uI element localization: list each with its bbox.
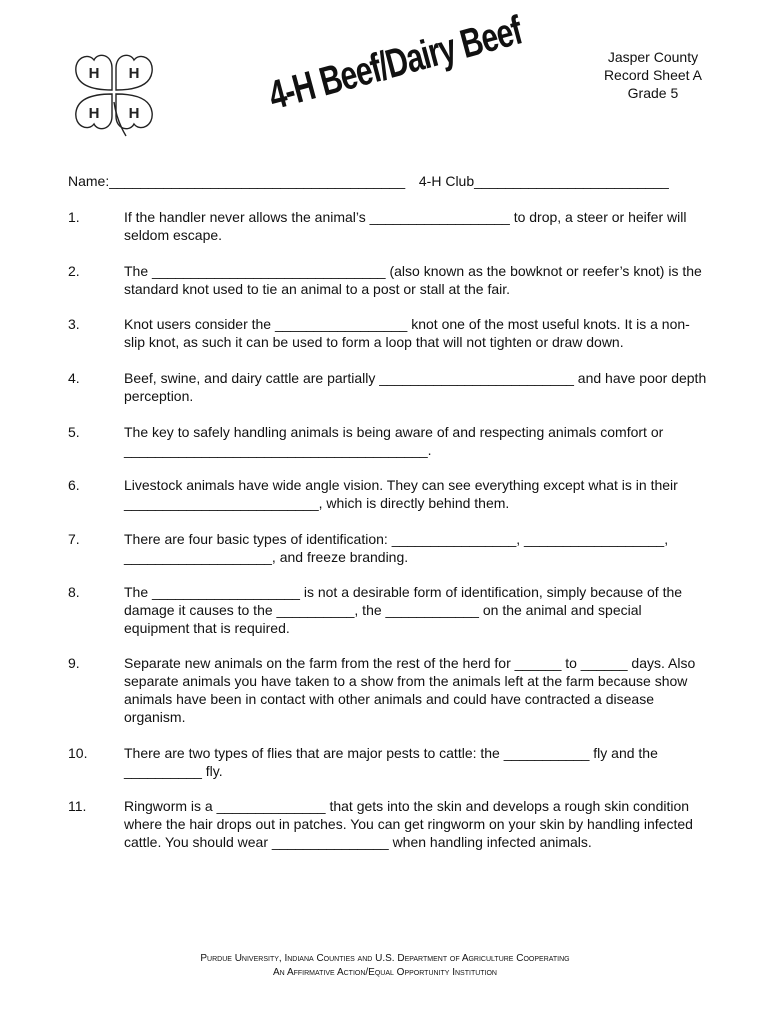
question-item	[68, 744, 708, 780]
question-text: Livestock animals have wide angle vision. They can see everything except what is in their _________________________, which is directly behind them.	[124, 477, 678, 511]
name-label: Name:	[68, 173, 110, 189]
question-number: 5.	[68, 424, 80, 440]
question-item	[68, 797, 708, 851]
club-label: 4-H Club	[418, 173, 475, 189]
question-number: 10.	[68, 745, 88, 761]
question-number: 2.	[68, 263, 80, 279]
question-text: Ringworm is a ______________ that gets into the skin and develops a rough skin condition where the hair drops out in patches. You can get ringworm on your skin by handling infected cattle. You should wear _______________ when handling infected animals.	[124, 798, 693, 850]
question-text: The key to safely handling animals is being aware of and respecting animals comfort or _______________________________________.	[124, 424, 664, 458]
document-title: 4-H Beef/Dairy Beef	[264, 8, 527, 119]
county-info	[604, 48, 702, 102]
question-text: Knot users consider the _________________ knot one of the most useful knots. It is a non-slip knot, as such it can be used to form a loop that will not tighten or draw down.	[124, 316, 690, 350]
question-number: 8.	[68, 584, 80, 600]
question-text: Separate new animals on the farm from the rest of the herd for ______ to ______ days. Also separate animals you have taken to a show from the animals left at the farm because show animals have been in contact with other animals and could have contracted a disease organism.	[124, 655, 696, 725]
club-blank[interactable]: _________________________	[474, 173, 669, 189]
svg-text:H: H	[88, 65, 100, 82]
svg-text:H: H	[128, 105, 140, 122]
question-item	[68, 654, 708, 726]
question-item	[68, 262, 708, 298]
question-text: Beef, swine, and dairy cattle are partially _________________________ and have poor depth perception.	[124, 370, 707, 404]
question-number: 7.	[68, 531, 80, 547]
question-number: 4.	[68, 370, 80, 386]
svg-text:H: H	[88, 105, 100, 122]
question-item	[68, 208, 708, 244]
question-item	[68, 423, 708, 459]
question-text: There are four basic types of identification: ________________, __________________, ___________________, and freeze branding.	[124, 531, 669, 565]
question-number: 6.	[68, 477, 80, 493]
question-item	[68, 369, 708, 405]
svg-text:H: H	[128, 65, 140, 82]
grade-label: Grade 5	[627, 85, 679, 101]
question-item	[68, 315, 708, 351]
4h-clover-logo	[64, 46, 164, 138]
county-name: Jasper County	[607, 49, 699, 65]
footer-equal-opportunity-line: An Affirmative Action/Equal Opportunity Institution	[273, 967, 497, 978]
question-text: The ___________________ is not a desirable form of identification, simply because of the damage it causes to the __________, the ____________ on the animal and special equipment that is required.	[124, 584, 683, 636]
question-item	[68, 530, 708, 566]
question-item	[68, 476, 708, 512]
question-number: 11.	[68, 798, 87, 814]
name-blank[interactable]: ______________________________________	[109, 173, 406, 189]
question-number: 3.	[68, 316, 80, 332]
record-sheet-label: Record Sheet A	[603, 67, 702, 83]
question-item	[68, 583, 708, 637]
name-club-row	[68, 172, 704, 190]
question-text: There are two types of flies that are major pests to cattle: the ___________ fly and the __________ fly.	[124, 745, 658, 779]
question-text: The ______________________________ (also known as the bowknot or reefer’s knot) is the standard knot used to tie an animal to a post or stall at the fair.	[124, 263, 702, 297]
question-text: If the handler never allows the animal’s __________________ to drop, a steer or heifer will seldom escape.	[124, 209, 687, 243]
footer-cooperating-line: Purdue University, Indiana Counties and U.S. Department of Agriculture Cooperating	[200, 953, 570, 964]
footer	[0, 952, 770, 980]
question-number: 9.	[68, 655, 80, 671]
question-number: 1.	[68, 209, 80, 225]
